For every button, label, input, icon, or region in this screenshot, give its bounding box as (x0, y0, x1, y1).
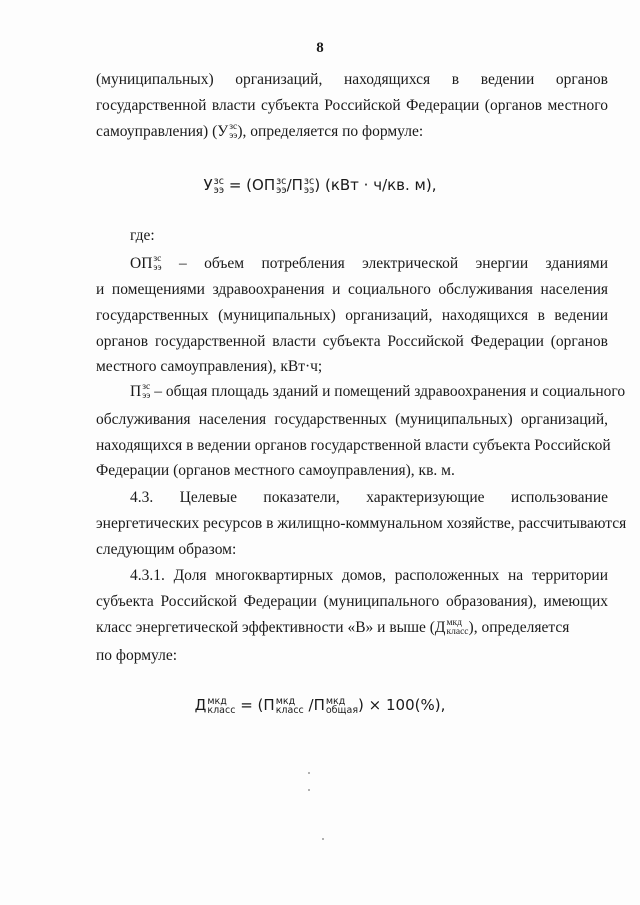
subscript: ээ (276, 184, 287, 196)
text-span: следующим образом: (96, 541, 237, 558)
text-line (96, 461, 608, 481)
page-number: 8 (316, 40, 324, 56)
subscript: класс (275, 704, 304, 716)
text-line (96, 96, 608, 116)
formula-part: = (П (235, 696, 275, 714)
formula-part: /П (303, 696, 325, 714)
sub-super-script (153, 255, 161, 273)
subscript: класс (207, 704, 236, 716)
text-span: ОП (130, 255, 153, 272)
text-span: самоуправления) (У (96, 123, 229, 140)
text-line (96, 357, 608, 377)
text-span: по формуле: (96, 647, 178, 664)
formula-part: /П (286, 176, 303, 194)
sub-super-script (326, 697, 358, 715)
text-line (96, 70, 608, 90)
sub-super-script (304, 177, 314, 195)
sub-super-script (207, 697, 235, 715)
text-line (96, 646, 608, 666)
text-line (96, 618, 608, 638)
formula-part: У (203, 176, 213, 194)
text-span: 4.3.1. Доля многоквартирных домов, расположенных на территории (130, 567, 608, 584)
text-span: субъекта Российской Федерации (муниципального образования), имеющих (96, 593, 608, 610)
text-line (130, 382, 626, 402)
text-span: находящихся в ведении органов государственной власти субъекта Российской (96, 437, 611, 454)
superscript: зс (276, 175, 287, 187)
formula-part: ) (кВт · ч/кв. м), (314, 176, 437, 194)
superscript: мкд (325, 695, 346, 707)
formula-part: = (ОП (224, 176, 276, 194)
text-line (96, 332, 608, 352)
superscript: зс (229, 122, 238, 133)
sub-super-script (276, 177, 286, 195)
superscript: зс (213, 175, 224, 187)
superscript: мкд (446, 618, 462, 629)
subsection-line (130, 566, 608, 586)
text-line (130, 254, 608, 274)
formula-specific-consumption (0, 174, 640, 196)
text-span: государственных (муниципальных) организаций, находящихся в ведении (96, 307, 608, 324)
scan-speck (322, 838, 324, 840)
sub-super-script (276, 697, 304, 715)
text-span: местного самоуправления), кВт·ч; (96, 358, 323, 375)
text-span: – объем потребления электрической энергии зданиями (161, 255, 608, 272)
subscript: ээ (213, 184, 225, 196)
text-span: обслуживания населения государственных (муниципальных) организаций, (96, 411, 608, 428)
text-span: энергетических ресурсов в жилищно-коммунальном хозяйстве, рассчитываются (96, 515, 627, 532)
formula-part: Д (194, 696, 207, 714)
text-span: органов государственной власти субъекта Российской Федерации (органов (96, 333, 608, 350)
definition-term (130, 255, 162, 272)
text-span: ), определяется по формуле: (237, 123, 424, 140)
text-span: государственной власти субъекта Российской Федерации (органов местного (96, 97, 608, 114)
superscript: зс (142, 382, 151, 393)
text-span: (муниципальных) организаций, находящихся в ведении органов (96, 71, 608, 88)
subscript: общая (325, 704, 359, 716)
text-span: класс энергетической эффективности «В» и выше (Д (96, 619, 446, 636)
text-span: где: (130, 227, 155, 244)
text-line (96, 540, 608, 560)
text-span: П (130, 383, 142, 400)
text-span: Федерации (органов местного самоуправления), кв. м. (96, 462, 455, 479)
text-line (96, 436, 611, 456)
text-line (130, 226, 608, 246)
text-line (96, 280, 608, 300)
text-line (96, 306, 608, 326)
sub-super-script (447, 619, 469, 637)
superscript: зс (303, 175, 315, 187)
text-line (96, 514, 627, 534)
superscript: мкд (207, 695, 227, 707)
scan-speck (308, 789, 310, 791)
subscript: ээ (303, 184, 315, 196)
text-line (96, 410, 608, 430)
text-span: ), определяется (468, 619, 570, 636)
scan-speck (308, 772, 310, 774)
text-span: 4.3. Целевые показатели, характеризующие использование (130, 489, 608, 506)
text-line (96, 122, 608, 142)
subscript: ээ (153, 263, 162, 274)
text-span: – общая площадь зданий и помещений здравоохранения и социального (150, 383, 626, 400)
subscript: ээ (142, 391, 151, 402)
section-heading-line (130, 488, 608, 508)
text-line (96, 592, 608, 612)
superscript: зс (153, 254, 162, 265)
formula-part: ) × 100(%), (358, 696, 446, 714)
subscript: ээ (229, 131, 238, 142)
sub-super-script (214, 177, 224, 195)
subscript: класс (446, 627, 469, 638)
formula-mkd-share (0, 694, 640, 716)
superscript: мкд (275, 695, 296, 707)
text-span: и помещениями здравоохранения и социального обслуживания населения (96, 281, 608, 298)
